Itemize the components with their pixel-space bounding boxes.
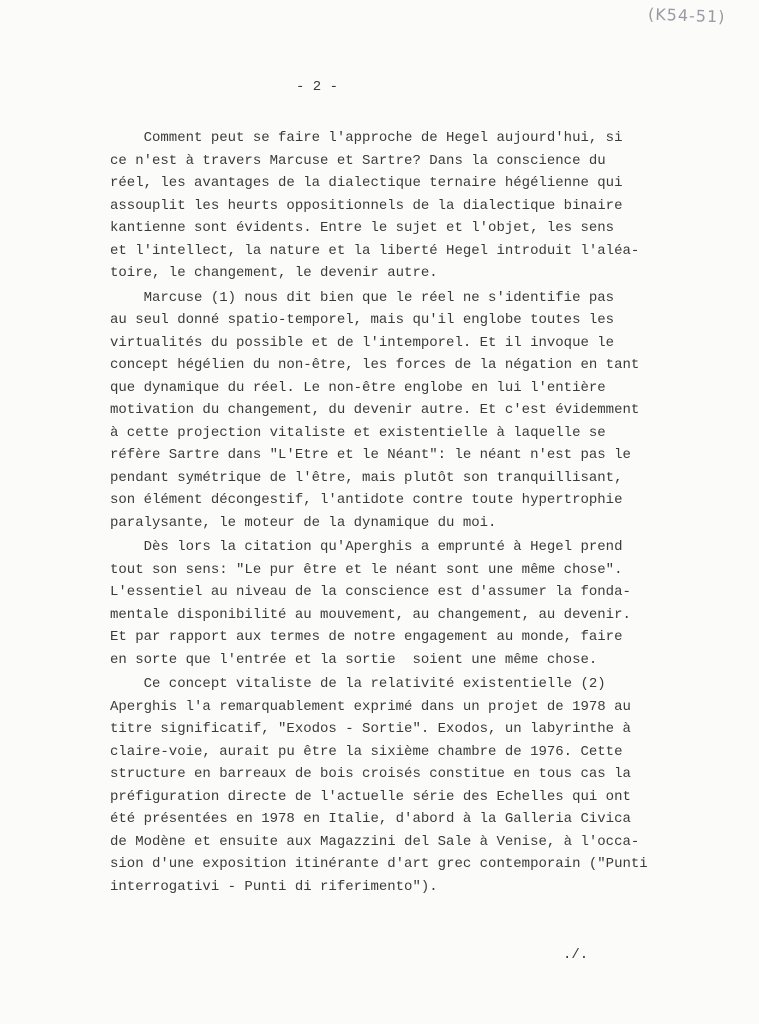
text-line: réel, les avantages de la dialectique ternaire hégélienne qui [110, 175, 623, 191]
text-line: claire-voie, aurait pu être la sixième chambre de 1976. Cette [110, 743, 623, 760]
paragraph [110, 287, 648, 535]
text-line: titre significatif, "Exodos - Sortie". Exodos, un labyrinthe à [110, 721, 631, 737]
text-line: Marcuse (1) nous dit bien que le réel ne s'identifie pas [110, 289, 615, 306]
text-line: son élément décongestif, l'antidote contre toute hypertrophie [110, 492, 623, 508]
text-line: virtualités du possible et de l'intemporel. Et il invoque le [110, 334, 615, 351]
text-line: Comment peut se faire l'approche de Hegel aujourd'hui, si [110, 130, 623, 146]
text-line: Et par rapport aux termes de notre engagement au monde, faire [110, 629, 623, 645]
text-line: kantienne sont évidents. Entre le sujet et l'objet, les sens [110, 220, 615, 236]
text-line: tout son sens: "Le pur être et le néant sont une même chose". [110, 561, 623, 578]
paragraph [110, 673, 648, 898]
text-line: sion d'une exposition itinérante d'art grec contemporain ("Punti [110, 856, 648, 872]
page-number: - 2 - [296, 79, 339, 95]
text-line: Aperghis l'a remarquablement exprimé dans un projet de 1978 au [110, 698, 631, 715]
text-line: assouplit les heurts oppositionnels de la dialectique binaire [110, 197, 623, 214]
text-line: pendant symétrique de l'être, mais plutôt son tranquillisant, [110, 469, 623, 486]
text-line: de Modène et ensuite aux Magazzini del Sale à Venise, à l'occa- [110, 833, 640, 850]
text-line: été présentées en 1978 en Italie, d'abord à la Galleria Civica [110, 811, 631, 827]
text-line: toire, le changement, le devenir autre. [110, 265, 438, 281]
handwritten-archive-mark: (K54-51) [647, 4, 726, 27]
text-line: Ce concept vitaliste de la relativité existentielle (2) [110, 676, 606, 692]
text-line: ce n'est à travers Marcuse et Sartre? Dans la conscience du [110, 152, 606, 169]
text-line: à cette projection vitaliste et existentielle à laquelle se [110, 424, 606, 441]
text-line: interrogativi - Punti di riferimento"). [110, 878, 438, 895]
document-body [110, 127, 648, 900]
text-line: L'essentiel au niveau de la conscience est d'assumer la fonda- [110, 584, 631, 600]
text-line: que dynamique du réel. Le non-être englobe en lui l'entière [110, 379, 606, 396]
paragraph [110, 536, 648, 671]
text-line: motivation du changement, du devenir autre. Et c'est évidemment [110, 402, 640, 418]
text-line: réfère Sartre dans "L'Etre et le Néant": le néant n'est pas le [110, 447, 631, 463]
paragraph [110, 127, 648, 285]
text-line: et l'intellect, la nature et la liberté Hegel introduit l'aléa- [110, 242, 640, 259]
text-line: Dès lors la citation qu'Aperghis a emprunté à Hegel prend [110, 539, 623, 555]
text-line: au seul donné spatio-temporel, mais qu'il englobe toutes les [110, 312, 615, 328]
text-line: en sorte que l'entrée et la sortie soient une même chose. [110, 651, 598, 668]
continuation-mark: ./. [563, 947, 589, 963]
text-line: structure en barreaux de bois croisés constitue en tous cas la [110, 766, 631, 782]
text-line: paralysante, le moteur de la dynamique du moi. [110, 514, 497, 531]
text-line: concept hégélien du non-être, les forces de la négation en tant [110, 357, 640, 373]
text-line: préfiguration directe de l'actuelle série des Echelles qui ont [110, 788, 631, 805]
text-line: mentale disponibilité au mouvement, au changement, au devenir. [110, 606, 631, 623]
